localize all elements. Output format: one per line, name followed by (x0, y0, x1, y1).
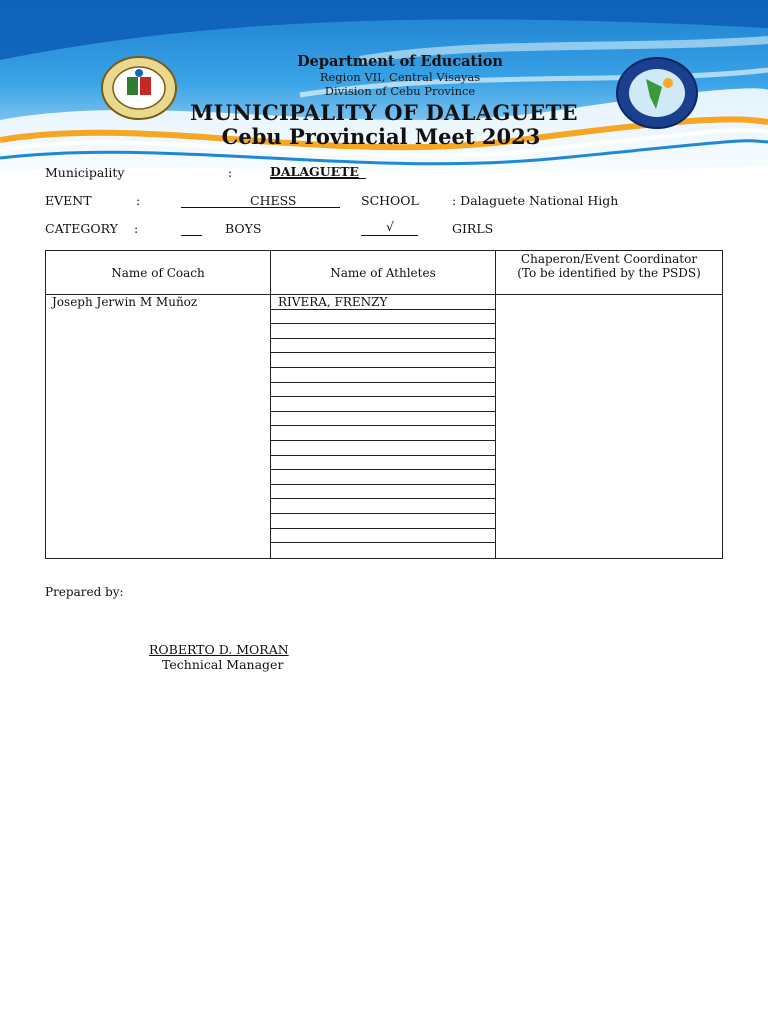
athlete-list (271, 295, 495, 558)
girls-label: GIRLS (452, 221, 494, 236)
event-title: Cebu Provincial Meet 2023 (221, 124, 541, 149)
athlete-row (271, 383, 495, 398)
athlete-row (271, 426, 495, 441)
school-value: : Dalaguete National High (452, 193, 619, 208)
athlete-row (271, 499, 495, 514)
region-subtitle: Region VII, Central Visayas (319, 70, 481, 84)
athlete-row (271, 310, 495, 325)
category-label: CATEGORY (45, 221, 118, 236)
event-value: CHESS (250, 193, 297, 208)
signatory-title: Technical Manager (162, 657, 284, 672)
girls-check-mark: √ (386, 219, 394, 234)
category-colon: : (134, 221, 139, 236)
coach-cell (46, 295, 271, 559)
municipality-colon: : (228, 165, 233, 180)
athlete-row (271, 353, 495, 368)
roster-table (45, 250, 723, 559)
coach-name: Joseph Jerwin M Muñoz (52, 295, 198, 309)
municipality-label: Municipality (45, 165, 125, 180)
chaperon-header-line2: (To be identified by the PSDS) (517, 266, 701, 280)
athlete-row (271, 412, 495, 427)
athlete-row (271, 514, 495, 529)
division-subtitle: Division of Cebu Province (324, 84, 476, 98)
signatory-name: ROBERTO D. MORAN (149, 642, 289, 657)
athletes-cell (271, 295, 496, 559)
girls-checkbox-line (361, 235, 418, 236)
athlete-row (271, 543, 495, 558)
athlete-row (271, 441, 495, 456)
athlete-row (271, 368, 495, 383)
municipality-title: MUNICIPALITY OF DALAGUETE (190, 100, 578, 125)
athlete-row: RIVERA, FRENZY (271, 295, 495, 310)
boys-checkbox-line (181, 235, 202, 236)
athlete-row (271, 456, 495, 471)
chaperon-column-header (496, 251, 723, 295)
event-label: EVENT (45, 193, 92, 208)
department-title: Department of Education (297, 53, 503, 70)
athletes-column-header: Name of Athletes (271, 251, 496, 295)
municipality-underline (270, 178, 366, 179)
athlete-row (271, 470, 495, 485)
coach-column-header: Name of Coach (46, 251, 271, 295)
athlete-row (271, 529, 495, 544)
athlete-row (271, 339, 495, 354)
boys-label: BOYS (225, 221, 262, 236)
prepared-by-label: Prepared by: (45, 585, 124, 599)
athlete-row (271, 397, 495, 412)
chaperon-header-line1: Chaperon/Event Coordinator (520, 252, 698, 266)
school-label: SCHOOL (361, 193, 419, 208)
municipality-value: DALAGUETE (270, 164, 359, 179)
table-header-row (46, 251, 723, 295)
event-colon: : (136, 193, 141, 208)
chaperon-cell (496, 295, 723, 559)
athlete-row (271, 485, 495, 500)
table-row (46, 295, 723, 559)
athlete-row (271, 324, 495, 339)
